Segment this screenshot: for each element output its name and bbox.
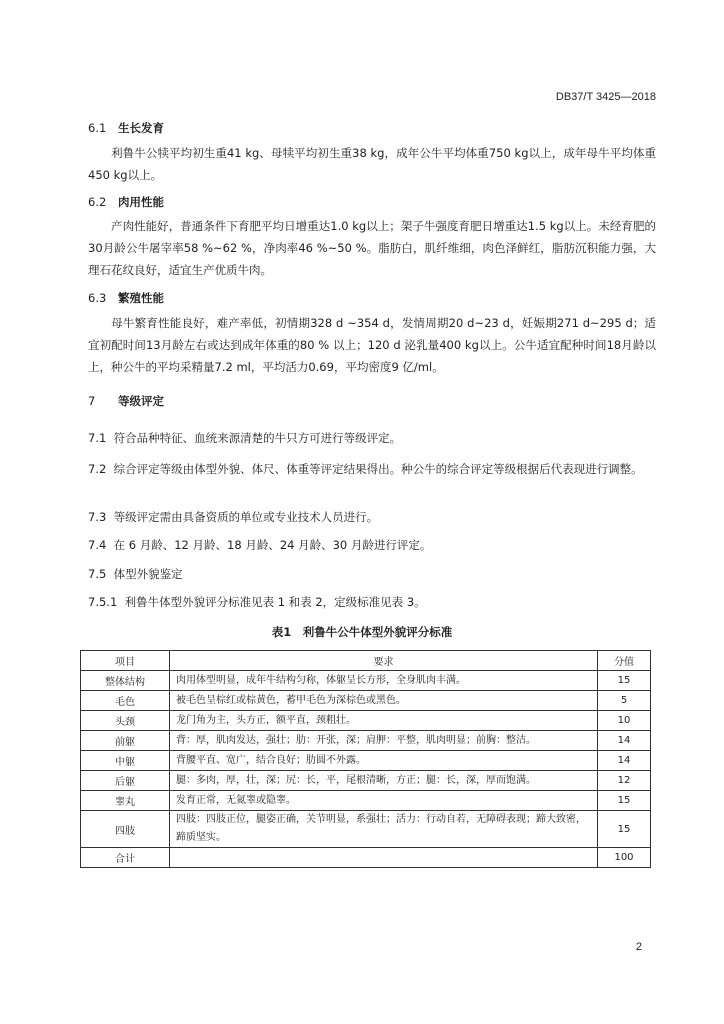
cell-item: 睾丸	[81, 791, 170, 811]
header-score: 分值	[598, 651, 651, 671]
cell-score: 100	[598, 848, 651, 868]
section-6-3-paragraph	[88, 312, 656, 378]
section-number: 6.1	[88, 121, 107, 135]
section-6-1-heading	[88, 120, 164, 136]
paragraph-text: 母牛繁育性能良好，难产率低，初情期328 d ~354 d，发情周期20 d~23 d，妊娠期271 d~295 d；适宜初配时间13月龄左右或达到成年体重的80 % 以上；120 d 泌乳量400 kg以上。公牛适宜配种时间18月龄以上，种公牛的平均采精量7.2 ml，平均活力0.69，平均密度9 亿/ml。	[88, 316, 656, 374]
header-requirement: 要求	[170, 651, 598, 671]
section-title: 生长发育	[118, 121, 164, 135]
section-7-heading	[88, 393, 164, 409]
table-row	[81, 811, 651, 848]
section-number: 7	[88, 394, 96, 408]
cell-requirement: 被毛色呈棕红或棕黄色，蓄甲毛色为深棕色或黑色。	[170, 691, 598, 711]
section-7-5-1	[88, 591, 656, 613]
table-row	[81, 711, 651, 731]
page-number: 2	[635, 941, 642, 953]
cell-item: 中躯	[81, 751, 170, 771]
section-7-1	[88, 427, 656, 449]
section-number: 7.5	[88, 567, 107, 581]
header-item: 项目	[81, 651, 170, 671]
paragraph-text: 利鲁牛公犊平均初生重41 kg、母犊平均初生重38 kg，成年公牛平均体重750 kg以上，成年母牛平均体重450 kg以上。	[88, 146, 656, 182]
section-6-2-paragraph	[88, 215, 656, 281]
cell-item: 头颈	[81, 711, 170, 731]
cell-score: 15	[598, 791, 651, 811]
cell-requirement: 腿：多肉，厚，壮，深；尻：长，平，尾根清晰，方正；腿：长，深，厚而饱满。	[170, 771, 598, 791]
table-header-row	[81, 651, 651, 671]
section-7-4	[88, 534, 656, 556]
table-caption: 表1 利鲁牛公牛体型外貌评分标准	[271, 625, 453, 639]
paragraph-text: 综合评定等级由体型外貌、体尺、体重等评定结果得出。种公牛的综合评定等级根据后代表现进行调整。	[113, 462, 643, 476]
cell-item: 合计	[81, 848, 170, 868]
section-6-3-heading	[88, 290, 164, 306]
table-row	[81, 791, 651, 811]
cell-item: 四肢	[81, 811, 170, 848]
section-number: 7.1	[88, 431, 107, 445]
section-number: 7.4	[88, 538, 107, 552]
paragraph-text: 利鲁牛体型外貌评分标准见表 1 和表 2，定级标准见表 3。	[124, 595, 426, 609]
paragraph-text: 体型外貌鉴定	[113, 567, 183, 581]
section-number: 6.2	[88, 195, 107, 209]
cell-score: 5	[598, 691, 651, 711]
table-row	[81, 731, 651, 751]
cell-requirement: 背：厚，肌肉发达，强壮；肋：开张，深；肩胛：平整，肌肉明显；前胸：整洁。	[170, 731, 598, 751]
section-6-1-paragraph	[88, 142, 656, 186]
cell-score: 10	[598, 711, 651, 731]
section-number: 7.3	[88, 510, 107, 524]
cell-score: 14	[598, 751, 651, 771]
cell-requirement	[170, 848, 598, 868]
section-number: 7.5.1	[88, 595, 118, 609]
table-row	[81, 751, 651, 771]
table-row	[81, 771, 651, 791]
document-id: DB37/T 3425—2018	[555, 91, 656, 103]
table-row	[81, 671, 651, 691]
cell-score: 12	[598, 771, 651, 791]
section-7-3	[88, 506, 656, 528]
table-row	[81, 691, 651, 711]
cell-item: 前躯	[81, 731, 170, 751]
cell-requirement: 肉用体型明显，成年牛结构匀称，体躯呈长方形，全身肌肉丰满。	[170, 671, 598, 691]
paragraph-text: 产肉性能好，普通条件下育肥平均日增重达1.0 kg以上；架子牛强度育肥日增重达1.5 kg以上。未经育肥的30月龄公牛屠宰率58 %~62 %，净肉率46 %~50 %。脂肪白，肌纤维细，肉色泽鲜红，脂肪沉积能力强，大理石花纹良好，适宜生产优质牛肉。	[88, 219, 656, 277]
cell-item: 后躯	[81, 771, 170, 791]
scoring-table	[80, 650, 651, 868]
paragraph-text: 在 6 月龄、12 月龄、18 月龄、24 月龄、30 月龄进行评定。	[113, 538, 432, 552]
section-number: 7.2	[88, 462, 107, 476]
cell-requirement: 背腰平直、宽广，结合良好；肋圆不外露。	[170, 751, 598, 771]
section-6-2-heading	[88, 194, 164, 210]
cell-score: 15	[598, 811, 651, 848]
cell-item: 整体结构	[81, 671, 170, 691]
cell-score: 14	[598, 731, 651, 751]
cell-requirement: 龙门角为主，头方正，额平直，颈粗壮。	[170, 711, 598, 731]
section-title: 繁殖性能	[118, 291, 164, 305]
cell-requirement: 发育正常，无氮睾或隐睾。	[170, 791, 598, 811]
table-total-row	[81, 848, 651, 868]
section-title: 等级评定	[118, 394, 164, 408]
paragraph-text: 等级评定需由具备资质的单位或专业技术人员进行。	[113, 510, 379, 524]
section-title: 肉用性能	[118, 195, 164, 209]
cell-item: 毛色	[81, 691, 170, 711]
paragraph-text: 符合品种特征、血统来源清楚的牛只方可进行等级评定。	[113, 431, 402, 445]
section-7-5	[88, 563, 656, 585]
cell-requirement: 四肢：四肢正位，腿姿正确，关节明显，系强壮；活力：行动自若，无障碍表现；蹄大致密，蹄质坚实。	[170, 811, 598, 848]
section-number: 6.3	[88, 291, 107, 305]
cell-score: 15	[598, 671, 651, 691]
section-7-2	[88, 458, 656, 480]
